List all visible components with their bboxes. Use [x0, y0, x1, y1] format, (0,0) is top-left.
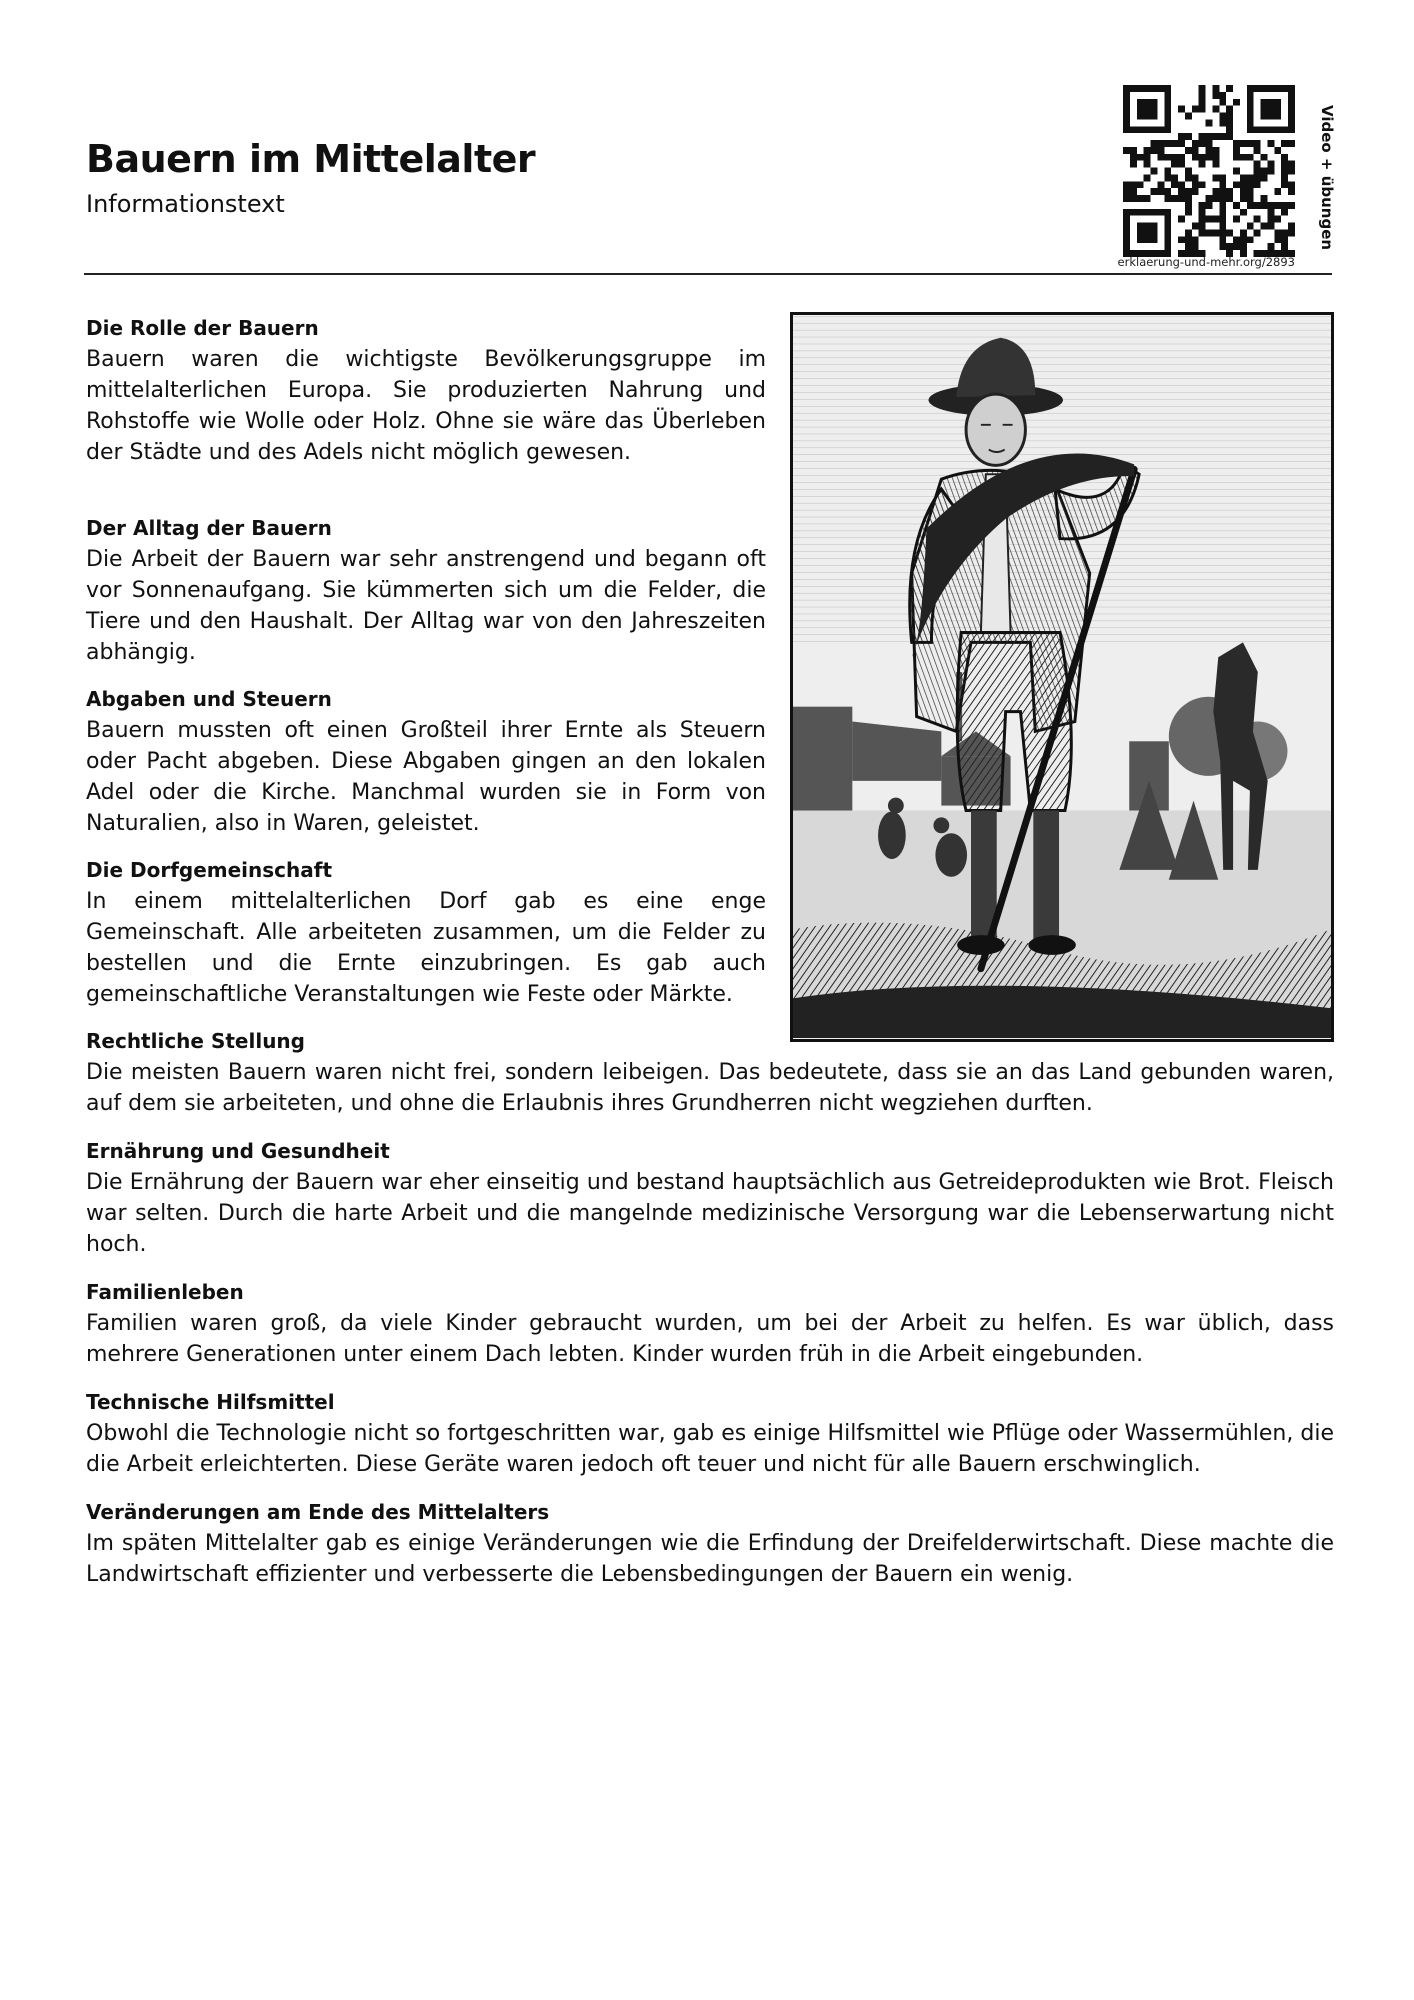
section-heading: Rechtliche Stellung — [86, 1029, 305, 1053]
section-ernaehrung — [86, 1136, 1334, 1260]
section-text: In einem mittelalterlichen Dorf gab es eine enge Gemeinschaft. Alle arbeiteten zusammen, um die Felder zu bestellen und die Ernte einzubringen. Es gab auch gemeinschaftliche Veranstaltungen wie Feste oder Märkte. — [86, 889, 766, 1007]
section-familienleben — [86, 1277, 1334, 1370]
page-subtitle: Informationstext — [86, 190, 285, 218]
section-heading: Veränderungen am Ende des Mittelalters — [86, 1500, 550, 1524]
qr-url-caption: erklaerung-und-mehr.org/2893 — [1117, 255, 1295, 269]
section-heading: Ernährung und Gesundheit — [86, 1139, 390, 1163]
farmer-with-scythe-icon — [793, 315, 1331, 1039]
section-text: Im späten Mittelalter gab es einige Veränderungen wie die Erfindung der Dreifelderwirtschaft. Diese machte die Landwirtschaft effizienter und verbesserte die Lebensbedingungen der Bauern ein wenig. — [86, 1531, 1334, 1587]
qr-block[interactable] — [1115, 85, 1300, 270]
qr-side-label: Video + übungen — [1318, 105, 1336, 251]
qr-code-icon[interactable] — [1123, 85, 1295, 257]
section-rechtliche-stellung — [86, 1026, 1334, 1119]
section-veraenderungen — [86, 1497, 1334, 1590]
section-abgaben — [86, 684, 766, 839]
page-title: Bauern im Mittelalter — [86, 137, 536, 181]
section-text: Familien waren groß, da viele Kinder gebraucht wurden, um bei der Arbeit zu helfen. Es war üblich, dass mehrere Generationen unter einem Dach lebten. Kinder wurden früh in die Arbeit eingebunden. — [86, 1311, 1334, 1367]
section-heading: Die Dorfgemeinschaft — [86, 858, 333, 882]
section-text: Die Arbeit der Bauern war sehr anstrengend und begann oft vor Sonnenaufgang. Sie kümmerten sich um die Felder, die Tiere und den Haushalt. Der Alltag war von den Jahreszeiten abhängig. — [86, 547, 766, 665]
illustration-frame — [790, 312, 1334, 1042]
section-text: Die Ernährung der Bauern war eher einseitig und bestand hauptsächlich aus Getreideprodukten wie Brot. Fleisch war selten. Durch die harte Arbeit und die mangelnde medizinische Versorgung war die Lebenserwartung nicht hoch. — [86, 1170, 1334, 1257]
section-text: Die meisten Bauern waren nicht frei, sondern leibeigen. Das bedeutete, dass sie an das Land gebunden waren, auf dem sie arbeiteten, und ohne die Erlaubnis ihres Grundherren nicht wegziehen durften. — [86, 1060, 1334, 1116]
section-text: Bauern mussten oft einen Großteil ihrer Ernte als Steuern oder Pacht abgeben. Diese Abgaben gingen an den lokalen Adel oder die Kirche. Manchmal wurden sie in Form von Naturalien, also in Waren, geleistet. — [86, 718, 766, 836]
section-heading: Familienleben — [86, 1280, 244, 1304]
section-heading: Die Rolle der Bauern — [86, 316, 319, 340]
section-text: Bauern waren die wichtigste Bevölkerungsgruppe im mittelalterlichen Europa. Sie produzierten Nahrung und Rohstoffe wie Wolle oder Holz. Ohne sie wäre das Überleben der Städte und des Adels nicht möglich gewesen. — [86, 347, 766, 465]
header-divider — [84, 273, 1332, 275]
section-heading: Technische Hilfsmittel — [86, 1390, 335, 1414]
section-heading: Abgaben und Steuern — [86, 687, 332, 711]
section-alltag — [86, 513, 766, 668]
section-rolle — [86, 313, 766, 468]
section-heading: Der Alltag der Bauern — [86, 516, 332, 540]
section-text: Obwohl die Technologie nicht so fortgeschritten war, gab es einige Hilfsmittel wie Pflüge oder Wassermühlen, die die Arbeit erleichterten. Diese Geräte waren jedoch oft teuer und nicht für alle Bauern erschwinglich. — [86, 1421, 1334, 1477]
section-dorfgemeinschaft — [86, 855, 766, 1010]
section-technische-hilfsmittel — [86, 1387, 1334, 1480]
